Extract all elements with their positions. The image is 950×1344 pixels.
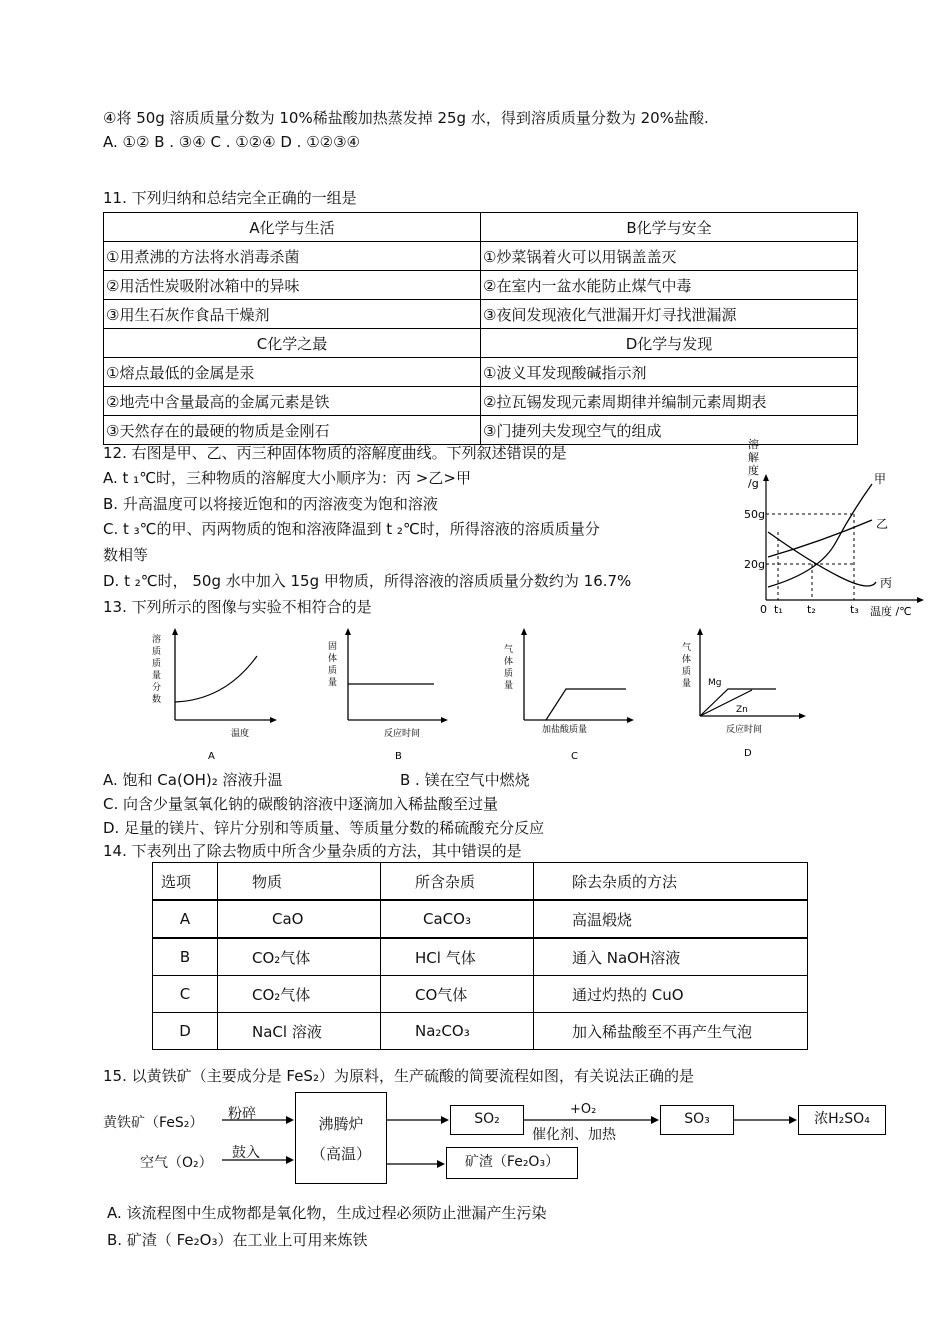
q12-option-c-cont: 数相等: [103, 546, 149, 564]
q14-header: 物质: [218, 863, 381, 901]
q11-a-item: ①用煮沸的方法将水消毒杀菌: [104, 242, 481, 271]
label-zn: Zn: [736, 705, 748, 715]
solubility-chart: [740, 432, 940, 622]
q15-stem: 15. 以黄铁矿（主要成分是 FeS₂）为原料，生产硫酸的简要流程如图，有关说法正确的是: [103, 1067, 694, 1085]
ylabel-char: 体: [504, 657, 514, 667]
q14-stem: 14. 下表列出了除去物质中所含少量杂质的方法，其中错误的是: [103, 842, 522, 860]
tick-20g: 20g: [744, 558, 765, 571]
ylabel-char: 量: [504, 681, 514, 691]
q12-option-c: C. t ₃℃的甲、丙两物质的饱和溶液降温到 t ₂℃时，所得溶液的溶质质量分: [103, 520, 600, 538]
flow-input-air: 空气（O₂）: [140, 1155, 213, 1171]
x-axis-arrow: [917, 597, 924, 603]
q11-c-item: ②地壳中含量最高的金属元素是铁: [104, 387, 481, 416]
flow-cond-o2: +O₂: [570, 1102, 597, 1117]
curve-jia: [768, 484, 872, 587]
label-bing: 丙: [880, 576, 893, 590]
q12-option-d: D. t ₂℃时， 50g 水中加入 15g 甲物质，所得溶液的溶质质量分数约为 16.7%: [103, 572, 632, 590]
q14-cell: CaCO₃: [381, 900, 534, 938]
q14-cell: 加入稀盐酸至不再产生气泡: [534, 1013, 808, 1050]
graph-letter: D: [744, 748, 752, 759]
q12-option-a: A. t ₁℃时，三种物质的溶解度大小顺序为：丙 >乙>甲: [103, 469, 471, 487]
q13-option-d: D. 足量的镁片、锌片分别和等质量、等质量分数的稀硫酸充分反应: [103, 819, 545, 837]
tick-50g: 50g: [744, 508, 765, 521]
xlabel: 温度 /℃: [870, 605, 912, 618]
q13-option-a: A. 饱和 Ca(OH)₂ 溶液升温: [103, 771, 283, 789]
q14-cell: CO₂气体: [218, 976, 381, 1013]
ylabel-char: 量: [682, 679, 692, 689]
q14-cell: D: [153, 1013, 218, 1050]
q14-cell: HCl 气体: [381, 938, 534, 976]
q10-options: A. ①② B . ③④ C . ①②④ D . ①②③④: [103, 133, 360, 151]
q11-head-d: D化学与发现: [481, 329, 858, 358]
q14-table: [152, 862, 808, 1050]
q13-option-b: B . 镁在空气中燃烧: [400, 771, 530, 789]
q14-header: 除去杂质的方法: [534, 863, 808, 901]
flow-slag: 矿渣（Fe₂O₃）: [446, 1147, 578, 1179]
flow-op-blow: 鼓入: [232, 1145, 260, 1161]
q11-stem: 11. 下列归纳和总结完全正确的一组是: [103, 189, 357, 207]
y-axis-arrow: [763, 474, 769, 481]
xlabel: 反应时间: [384, 729, 421, 739]
flow-product: 浓H₂SO₄: [798, 1105, 886, 1135]
q14-cell: B: [153, 938, 218, 976]
q11-b-item: ①炒菜锅着火可以用锅盖盖灭: [481, 242, 858, 271]
q11-head-a: A化学与生活: [104, 213, 481, 242]
graph-letter: B: [395, 751, 402, 762]
ylabel-char: 质: [152, 659, 162, 669]
q14-header: 所含杂质: [381, 863, 534, 901]
ylabel-char: 解: [748, 451, 759, 464]
ylabel-char: 量: [152, 671, 162, 681]
q11-table: [103, 212, 858, 445]
q14-cell: CO₂气体: [218, 938, 381, 976]
ylabel-char: 体: [682, 655, 692, 665]
q15-option-b: B. 矿渣（ Fe₂O₃）在工业上可用来炼铁: [107, 1231, 368, 1249]
xlabel: 加盐酸质量: [542, 725, 588, 735]
flow-arrows: [0, 1090, 950, 1190]
q14-header: 选项: [153, 863, 218, 901]
q14-cell: CO气体: [381, 976, 534, 1013]
ylabel-char: 数: [152, 695, 162, 705]
q14-cell: 高温煅烧: [534, 900, 808, 938]
q11-head-c: C化学之最: [104, 329, 481, 358]
q14-cell: Na₂CO₃: [381, 1013, 534, 1050]
q14-cell: CaO: [218, 900, 381, 938]
ylabel-char: 溶: [748, 438, 759, 451]
label-jia: 甲: [874, 472, 887, 486]
flow-op-crush: 粉碎: [228, 1106, 256, 1122]
q11-a-item: ③用生石灰作食品干燥剂: [104, 300, 481, 329]
curve-yi: [768, 520, 872, 557]
ylabel-char: 溶: [152, 635, 162, 645]
q13-graph-c: [498, 622, 638, 767]
q14-cell: 通入 NaOH溶液: [534, 938, 808, 976]
ylabel-char: 气: [682, 643, 692, 653]
q13-graph-a: [145, 622, 285, 767]
tick-t1: t₁: [774, 603, 783, 616]
q11-d-item: ②拉瓦锡发现元素周期律并编制元素周期表: [481, 387, 858, 416]
q11-b-item: ③夜间发现液化气泄漏开灯寻找泄漏源: [481, 300, 858, 329]
ylabel-char: 度: [748, 464, 759, 477]
q11-c-item: ③天然存在的最硬的物质是金刚石: [104, 416, 481, 445]
ylabel-char: 分: [152, 683, 162, 693]
tick-t3: t₃: [850, 603, 859, 616]
flow-cond-catalyst: 催化剂、加热: [532, 1127, 616, 1143]
origin-label: 0: [760, 603, 767, 616]
q11-a-item: ②用活性炭吸附冰箱中的异味: [104, 271, 481, 300]
ylabel-char: /g: [748, 477, 759, 490]
furnace-condition: （高温）: [310, 1145, 371, 1163]
flow-so2: SO₂: [450, 1105, 524, 1135]
q14-cell: NaCl 溶液: [218, 1013, 381, 1050]
tick-t2: t₂: [807, 603, 816, 616]
flow-so3: SO₃: [660, 1105, 734, 1135]
ylabel-char: 质: [682, 667, 692, 677]
furnace-name: 沸腾炉: [318, 1115, 364, 1133]
q13-stem: 13. 下列所示的图像与实验不相符合的是: [103, 598, 372, 616]
graph-letter: A: [208, 751, 215, 762]
ylabel-char: 固: [328, 642, 338, 652]
q14-cell: A: [153, 900, 218, 938]
xlabel: 温度: [231, 729, 250, 739]
q10-statement-4: ④将 50g 溶质质量分数为 10%稀盐酸加热蒸发掉 25g 水，得到溶质质量分数为 20%盐酸.: [103, 109, 709, 127]
q11-d-item: ③门捷列夫发现空气的组成: [481, 416, 858, 445]
q11-d-item: ①波义耳发现酸碱指示剂: [481, 358, 858, 387]
q13-graph-d: [676, 622, 816, 767]
q13-graph-b: [322, 622, 452, 767]
label-mg: Mg: [708, 678, 722, 688]
graph-letter: C: [571, 751, 578, 762]
ylabel-char: 质: [152, 647, 162, 657]
ylabel-char: 气: [504, 645, 514, 655]
q11-head-b: B化学与安全: [481, 213, 858, 242]
q11-c-item: ①熔点最低的金属是汞: [104, 358, 481, 387]
ylabel-char: 量: [328, 678, 338, 688]
ylabel-char: 质: [504, 669, 514, 679]
q13-option-c: C. 向含少量氢氧化钠的碳酸钠溶液中逐滴加入稀盐酸至过量: [103, 795, 499, 813]
label-yi: 乙: [876, 517, 889, 531]
q12-stem: 12. 右图是甲、乙、丙三种固体物质的溶解度曲线。下列叙述错误的是: [103, 444, 567, 462]
xlabel: 反应时间: [726, 725, 763, 735]
ylabel-char: 体: [328, 654, 338, 664]
flow-input-pyrite: 黄铁矿（FeS₂）: [103, 1115, 204, 1131]
q15-option-a: A. 该流程图中生成物都是氧化物，生成过程必须防止泄漏产生污染: [107, 1204, 547, 1222]
q11-b-item: ②在室内一盆水能防止煤气中毒: [481, 271, 858, 300]
q14-cell: C: [153, 976, 218, 1013]
q12-option-b: B. 升高温度可以将接近饱和的丙溶液变为饱和溶液: [103, 495, 438, 513]
ylabel-char: 质: [328, 666, 338, 676]
q14-cell: 通过灼热的 CuO: [534, 976, 808, 1013]
